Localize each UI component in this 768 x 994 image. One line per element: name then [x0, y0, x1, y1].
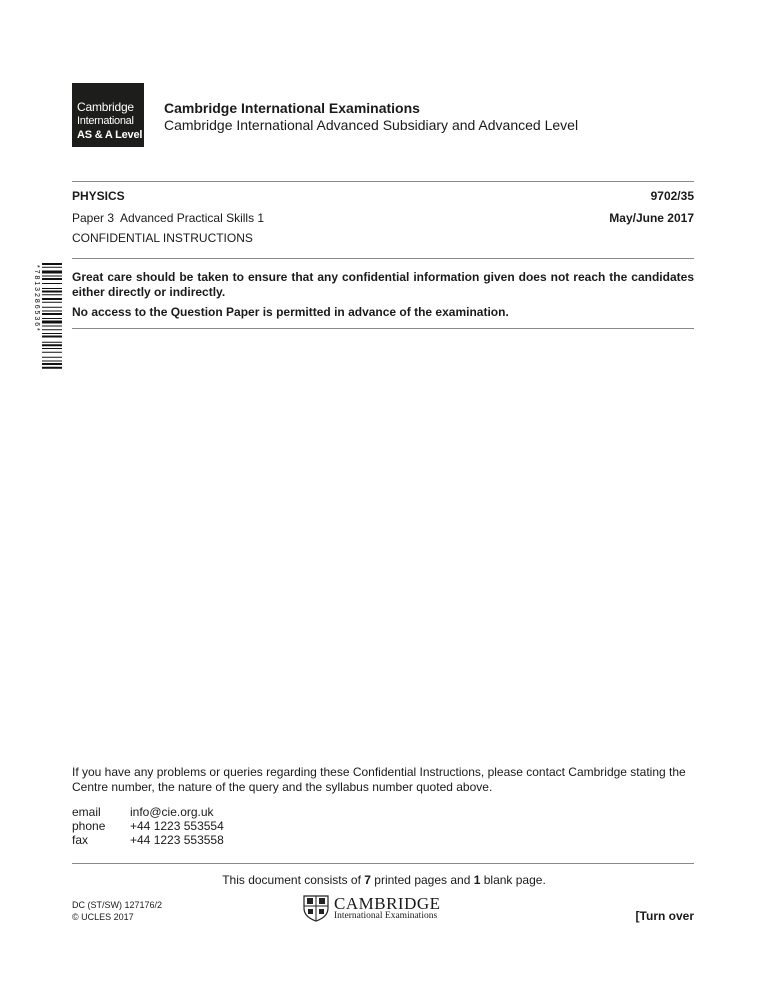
barcode-bar — [42, 333, 62, 334]
pages-prefix: This document consists of — [222, 873, 365, 887]
turn-over: [Turn over — [635, 909, 694, 923]
pages-suffix: blank page. — [480, 873, 546, 887]
contact-phone-value: +44 1223 553554 — [130, 819, 224, 833]
barcode-bar — [42, 298, 62, 300]
barcode-bar — [42, 363, 62, 365]
barcode-bar — [42, 263, 62, 265]
syllabus-code: 9702/35 — [650, 189, 694, 203]
document-code: DC (ST/SW) 127176/2 — [72, 900, 163, 910]
barcode-bar — [42, 302, 62, 303]
confidential-warning: Great care should be taken to ensure that any confidential information given does not reach the candidates either directly or indirectly. — [72, 270, 694, 299]
barcode-bar — [42, 357, 62, 358]
exam-session: May/June 2017 — [609, 211, 694, 225]
logo-line-3: AS & A Level — [77, 129, 143, 141]
contact-intro: If you have any problems or queries regarding these Confidential Instructions, please contact Cambridge stating the Centre number, the nature of the query and the syllabus number quoted above. — [72, 765, 686, 794]
barcode-bar — [42, 342, 62, 343]
paper-name: Paper 3 Advanced Practical Skills 1 — [72, 211, 265, 225]
cambridge-crest-icon — [302, 894, 330, 922]
barcode-bar — [42, 321, 62, 324]
contact-email-value: info@cie.org.uk — [130, 805, 214, 819]
divider-footer — [72, 863, 694, 864]
barcode-bar — [42, 361, 62, 362]
barcode-bar — [42, 348, 62, 349]
logo-line-2: International — [77, 115, 134, 127]
no-access-warning: No access to the Question Paper is permitted in advance of the examination. — [72, 305, 509, 319]
barcode-bar — [42, 367, 62, 369]
barcode-bar — [42, 352, 62, 353]
contact-phone-label: phone — [72, 819, 106, 833]
pages-middle: printed pages and — [370, 873, 474, 887]
header-title: Cambridge International Examinations — [164, 100, 420, 116]
barcode-bar — [42, 307, 62, 308]
barcode-bar — [42, 311, 62, 312]
barcode-bar — [42, 267, 62, 268]
contact-fax-label: fax — [72, 833, 89, 847]
barcode-bar — [42, 271, 62, 274]
barcode-bar — [42, 313, 62, 315]
cambridge-wordmark-subtitle: International Examinations — [334, 911, 438, 921]
barcode-bars — [42, 263, 62, 369]
printed-pages-count: 7 — [364, 873, 371, 887]
barcode-bar — [42, 318, 62, 319]
document-type: CONFIDENTIAL INSTRUCTIONS — [72, 231, 253, 245]
barcode — [30, 263, 62, 403]
barcode-bar — [42, 283, 62, 284]
logo-line-1: Cambridge — [77, 100, 134, 114]
divider-top — [72, 181, 694, 182]
barcode-bar — [42, 288, 62, 289]
barcode-bar — [42, 276, 62, 277]
barcode-bar — [42, 291, 62, 293]
barcode-bar — [42, 326, 62, 327]
barcode-bar — [42, 336, 62, 338]
divider-warning-top — [72, 258, 694, 259]
divider-warning-bottom — [72, 328, 694, 329]
blank-pages-count: 1 — [473, 873, 481, 887]
copyright: © UCLES 2017 — [72, 912, 134, 922]
barcode-bar — [42, 329, 62, 330]
subject: PHYSICS — [72, 189, 125, 203]
cambridge-logo — [72, 83, 144, 147]
cambridge-wordmark: CAMBRIDGE — [334, 894, 441, 913]
barcode-bar — [42, 294, 62, 295]
page-count-line — [0, 873, 768, 887]
barcode-digits: * 7 8 1 3 2 8 6 5 3 6 * — [33, 265, 40, 331]
barcode-bar — [42, 344, 62, 346]
barcode-bar — [42, 278, 62, 280]
contact-fax-value: +44 1223 553558 — [130, 833, 224, 847]
header-subtitle: Cambridge International Advanced Subsidiary and Advanced Level — [164, 117, 579, 133]
contact-email-label: email — [72, 805, 101, 819]
